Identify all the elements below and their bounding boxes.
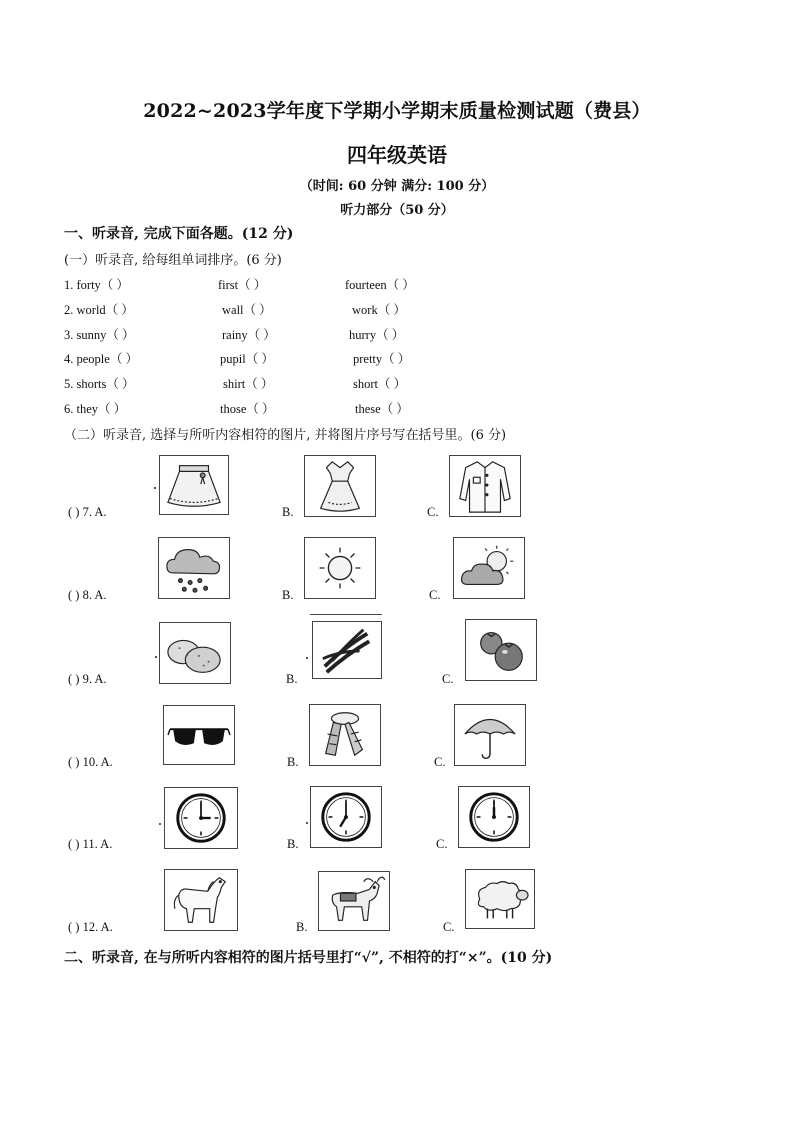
word-item: 3. sunny（ ） [64,328,135,342]
tomatoes-icon [465,619,537,681]
option-b-label: B. [296,920,308,934]
question-12-label: ( ) 12. A. [68,920,113,934]
option-c-label: C. [427,505,439,519]
question-8-label: ( ) 8. A. [68,588,107,602]
word-item: rainy（ ） [222,328,276,342]
sheep-icon [465,869,535,929]
sunglasses-icon [163,705,235,765]
rain-cloud-icon [158,537,230,599]
word-item: pretty（ ） [353,352,411,366]
option-c-label: C. [436,837,448,851]
word-item: short（ ） [353,377,407,391]
option-c-label: C. [443,920,455,934]
word-item: pupil（ ） [220,352,274,366]
sun-icon [304,537,376,599]
green-beans-icon [312,621,382,679]
goat-icon [318,871,390,931]
time-info: （时间: 60 分钟 满分: 100 分） [299,179,495,194]
potatoes-icon [159,622,231,684]
exam-subtitle: 四年级英语 [347,143,447,167]
option-c-label: C. [434,755,446,769]
clock-icon [164,787,238,849]
option-c-label: C. [442,672,454,686]
word-item: shirt（ ） [223,377,274,391]
option-b-label: B. [287,837,299,851]
word-item: 1. forty（ ） [64,278,129,292]
word-item: 5. shorts（ ） [64,377,135,391]
word-item: 6. they（ ） [64,402,127,416]
option-b-label: B. [282,588,294,602]
section-2-heading: 二、听录音, 在与所听内容相符的图片括号里打“√”, 不相符的打“×”。(10 分) [64,950,553,966]
part-1-heading: (一）听录音, 给每组单词排序。(6 分) [64,253,282,268]
skirt-icon [159,455,229,515]
question-11-label: ( ) 11. A. [68,837,113,851]
shirt-icon [449,455,521,517]
word-item: hurry（ ） [349,328,405,342]
question-10-label: ( ) 10. A. [68,755,113,769]
word-item: these（ ） [355,402,409,416]
word-item: fourteen（ ） [345,278,415,292]
dress-icon [304,455,376,517]
clock-icon [310,786,382,848]
partly-cloudy-icon [453,537,525,599]
scarf-icon [309,704,381,766]
exam-title: 2022~2023学年度下学期小学期末质量检测试题（费县） [143,100,651,122]
question-7-label: ( ) 7. A. [68,505,107,519]
word-item: those（ ） [220,402,275,416]
part-2-heading: （二）听录音, 选择与所听内容相符的图片, 并将图片序号写在括号里。(6 分) [64,428,507,443]
word-item: 4. people（ ） [64,352,138,366]
horse-icon [164,869,238,931]
clock-icon [458,786,530,848]
option-b-label: B. [282,505,294,519]
umbrella-icon [454,704,526,766]
section-1-heading: 一、听录音, 完成下面各题。(12 分) [64,226,294,242]
option-b-label: B. [286,672,298,686]
question-9-label: ( ) 9. A. [68,672,107,686]
word-item: wall（ ） [222,303,272,317]
word-item: 2. world（ ） [64,303,134,317]
word-item: work（ ） [352,303,406,317]
listening-part-label: 听力部分（50 分） [340,203,454,218]
word-item: first（ ） [218,278,267,292]
option-c-label: C. [429,588,441,602]
option-b-label: B. [287,755,299,769]
